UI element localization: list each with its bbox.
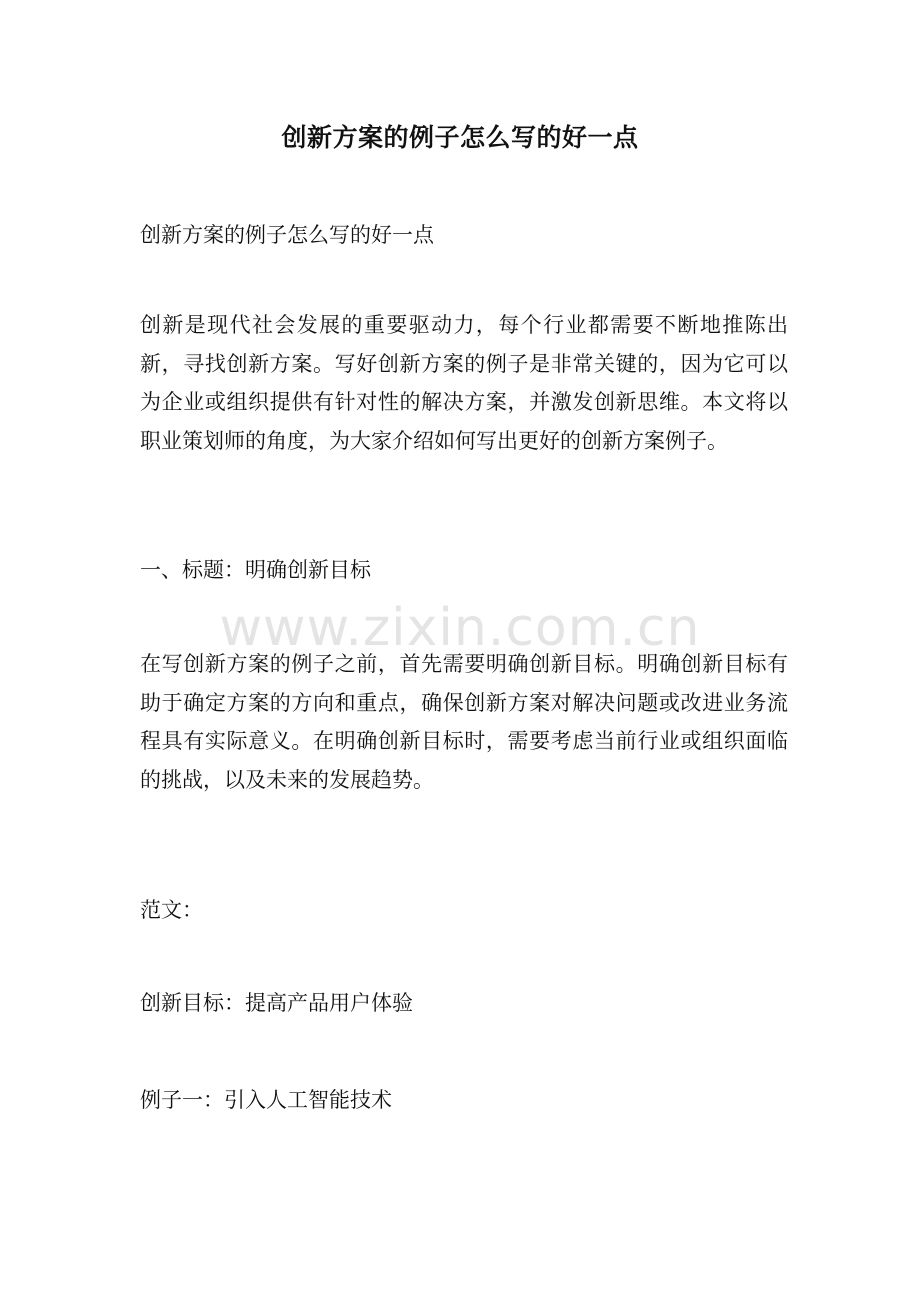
subtitle-paragraph: 创新方案的例子怎么写的好一点 <box>140 223 434 247</box>
document-title: 创新方案的例子怎么写的好一点 <box>281 123 639 152</box>
intro-paragraph: 创新是现代社会发展的重要驱动力，每个行业都需要不断地推陈出新，寻找创新方案。写好创新方案的例子是非常关键的，因为它可以为企业或组织提供有针对性的解决方案，并激发创新思维。本文将以职业策划师的角度，为大家介绍如何写出更好的创新方案例子。 <box>140 313 788 453</box>
section-paragraph: 在写创新方案的例子之前，首先需要明确创新目标。明确创新目标有助于确定方案的方向和重点，确保创新方案对解决问题或改进业务流程具有实际意义。在明确创新目标时，需要考虑当前行业或组织面临的挑战，以及未来的发展趋势。 <box>140 652 788 792</box>
goal-line: 创新目标：提高产品用户体验 <box>140 991 413 1015</box>
sample-label: 范文： <box>140 898 203 922</box>
watermark: www.zixin.com.cn <box>219 598 701 658</box>
example-line: 例子一：引入人工智能技术 <box>140 1088 392 1112</box>
section-heading: 一、标题：明确创新目标 <box>140 558 371 582</box>
